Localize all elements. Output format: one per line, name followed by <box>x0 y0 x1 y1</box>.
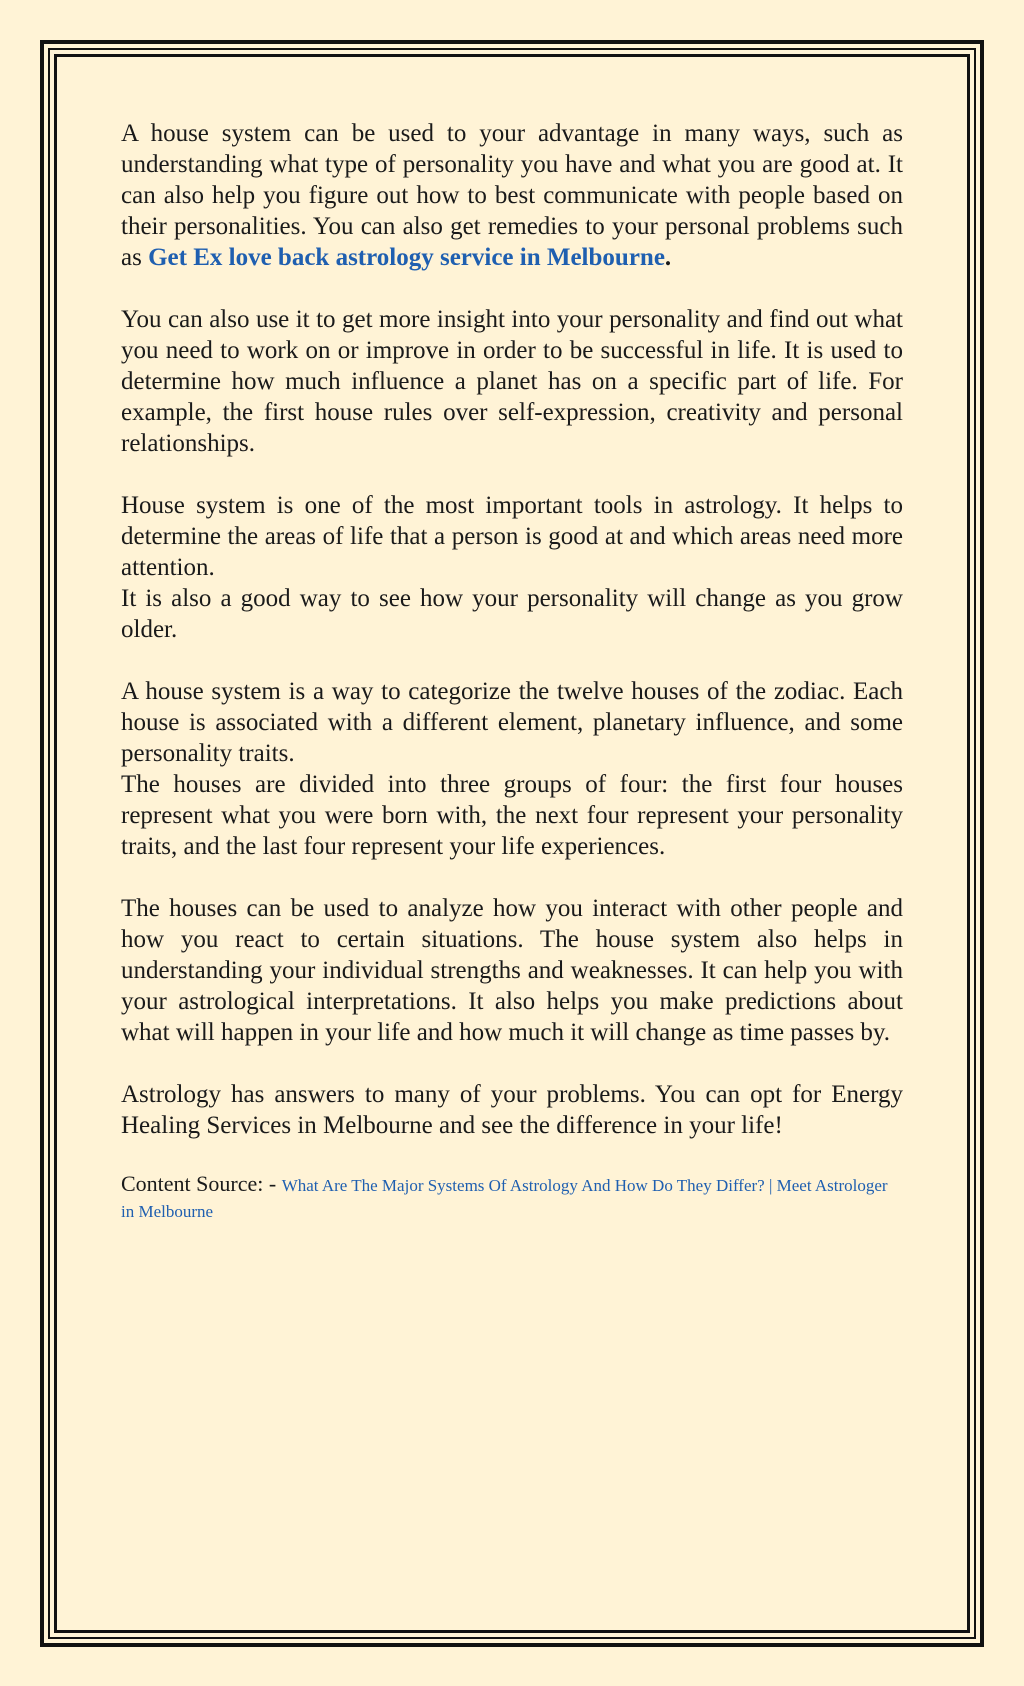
paragraph-important-tools: House system is one of the most important tools in astrology. It helps to determine the areas of life that a person is good at and which areas need more attention. <box>121 492 903 581</box>
article-body <box>121 118 903 1224</box>
paragraph-1-text: A house system can be used to your advantage in many ways, such as understanding what type of personality you have and what you are good at. It can also help you figure out how to best communicate with people based on their personalities. You can also get remedies to your personal problems such as <box>121 120 903 271</box>
ex-love-back-service-link[interactable]: Get Ex love back astrology service in Melbourne <box>148 244 665 271</box>
content-source-link[interactable]: What Are The Major Systems Of Astrology And How Do They Differ? | Meet Astrologer in Melbourne <box>121 1176 888 1221</box>
paragraph-group-zodiac-houses <box>121 676 903 862</box>
paragraph-categorize-houses: A house system is a way to categorize the twelve houses of the zodiac. Each house is associated with a different element, planetary influence, and some personality traits. <box>121 678 903 767</box>
paragraph-three-groups: The houses are divided into three groups of four: the first four houses represent what you were born with, the next four represent your personality traits, and the last four represent your life experiences. <box>121 771 903 860</box>
paragraph-analyze-interaction: The houses can be used to analyze how you interact with other people and how you react to certain situations. The house system also helps in understanding your individual strengths and weaknesses. It can help you with your astrological interpretations. It also helps you make predictions about what will happen in your life and how much it will change as time passes by. <box>121 895 903 1046</box>
paragraph-house-system-advantages <box>121 118 903 273</box>
paragraph-personality-insight: You can also use it to get more insight into your personality and find out what you need to work on or improve in order to be successful in life. It is used to determine how much influence a planet has on a specific part of life. For example, the first house rules over self-expression, creativity and personal relationships. <box>121 306 903 457</box>
paragraph-energy-healing: Astrology has answers to many of your problems. You can opt for Energy Healing Services in Melbourne and see the difference in your life! <box>121 1081 903 1139</box>
content-source <box>121 1172 903 1224</box>
content-source-label: Content Source: - <box>121 1171 282 1196</box>
paragraph-personality-change: It is also a good way to see how your personality will change as you grow older. <box>121 585 903 643</box>
paragraph-group-important-tools <box>121 490 903 645</box>
paragraph-1-end: . <box>664 244 672 271</box>
